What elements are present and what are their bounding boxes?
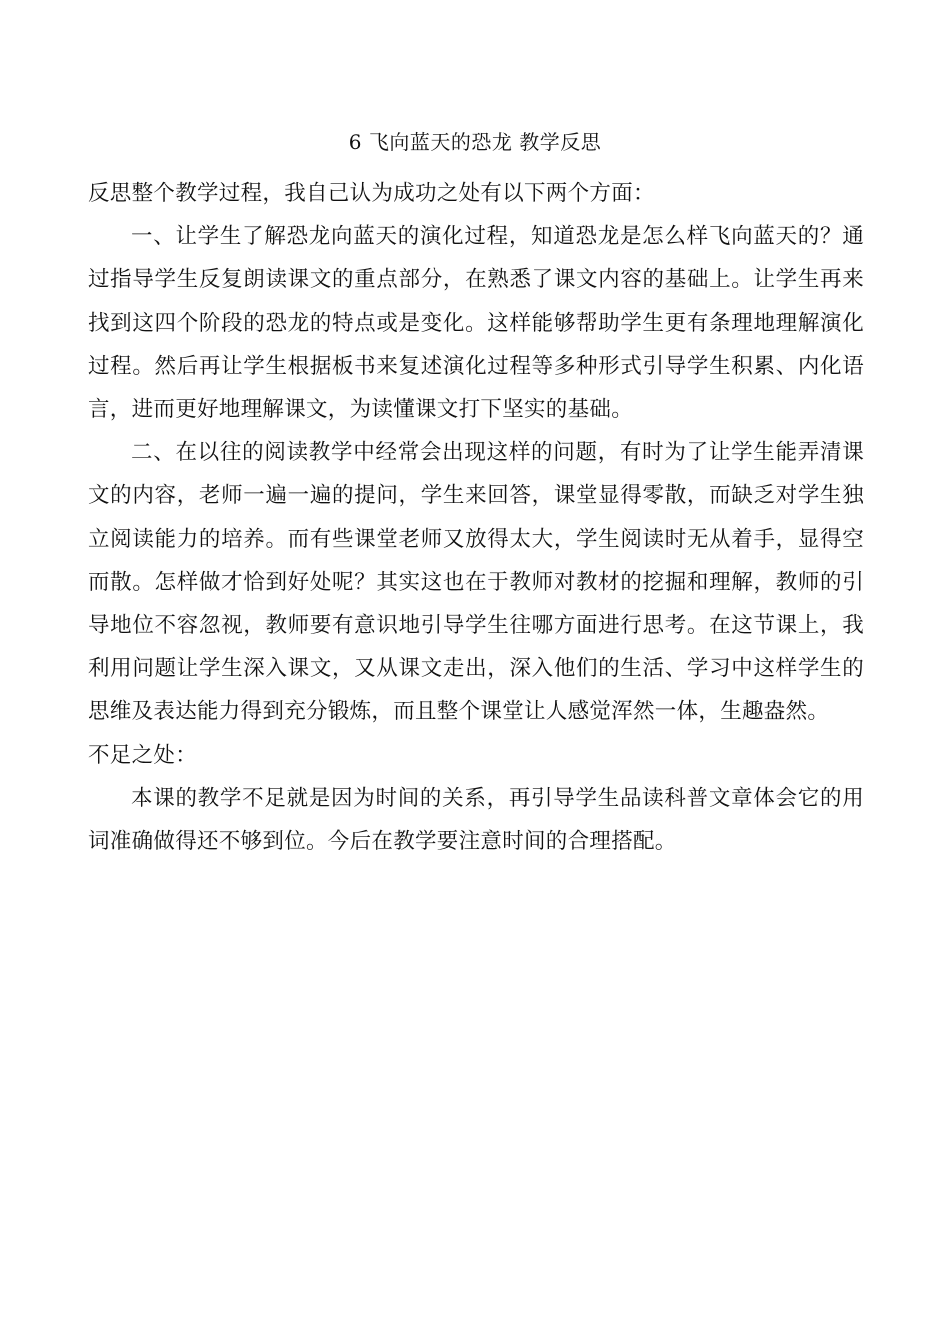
- document-body: [88, 172, 864, 863]
- point-one-paragraph: 一、让学生了解恐龙向蓝天的演化过程，知道恐龙是怎么样飞向蓝天的？通过指导学生反复朗读课文的重点部分，在熟悉了课文内容的基础上。让学生再来找到这四个阶段的恐龙的特点或是变化。这样能够帮助学生更有条理地理解演化过程。然后再让学生根据板书来复述演化过程等多种形式引导学生积累、内化语言，进而更好地理解课文，为读懂课文打下坚实的基础。: [88, 224, 864, 423]
- document-title: 6 飞向蓝天的恐龙 教学反思: [348, 130, 602, 154]
- intro-paragraph: 反思整个教学过程，我自己认为成功之处有以下两个方面：: [88, 181, 655, 206]
- shortcomings-paragraph: 本课的教学不足就是因为时间的关系，再引导学生品读科普文章体会它的用词准确做得还不够到位。今后在教学要注意时间的合理搭配。: [88, 785, 864, 855]
- point-two-paragraph: 二、在以往的阅读教学中经常会出现这样的问题，有时为了让学生能弄清课文的内容，老师一遍一遍的提问，学生来回答，课堂显得零散，而缺乏对学生独立阅读能力的培养。而有些课堂老师又放得太大，学生阅读时无从着手，显得空而散。怎样做才恰到好处呢？其实这也在于教师对教材的挖掘和理解，教师的引导地位不容忽视，教师要有意识地引导学生往哪方面进行思考。在这节课上，我利用问题让学生深入课文，又从课文走出，深入他们的生活、学习中这样学生的思维及表达能力得到充分锻炼，而且整个课堂让人感觉浑然一体，生趣盎然。: [88, 440, 864, 725]
- shortcomings-heading: 不足之处：: [88, 742, 198, 768]
